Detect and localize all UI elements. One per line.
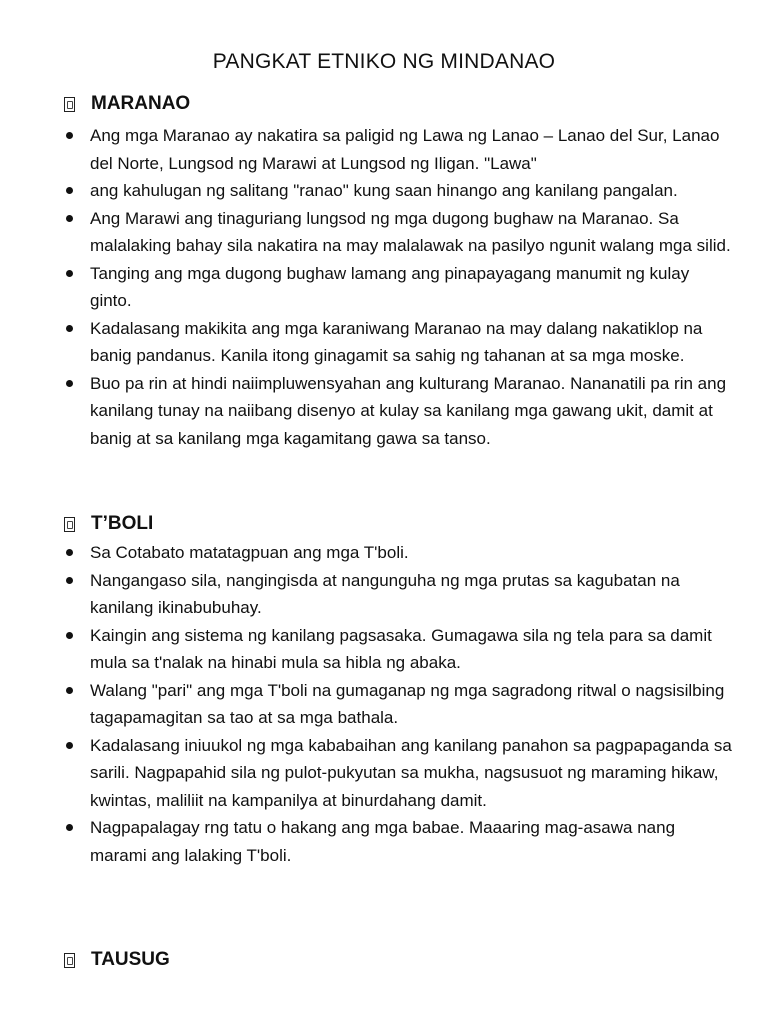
bullet-dot-icon [66,380,73,387]
bullet-dot-icon [66,215,73,222]
list-item [62,260,732,315]
list-item-text: Nagpapalagay rng tatu o hakang ang mga babae. Maaaring mag-asawa nang marami ang lalaking T'boli. [90,818,676,865]
missing-glyph-icon [64,953,75,968]
bullet-list-maranao [62,122,732,452]
bullet-dot-icon [66,132,73,139]
list-item [62,814,732,869]
missing-glyph-icon [64,97,75,112]
list-item [62,122,732,177]
bullet-dot-icon [66,687,73,694]
list-item-text: Buo pa rin at hindi naiimpluwensyahan ang kulturang Maranao. Nananatili pa rin ang kanilang tunay na naiibang disenyo at kulay sa kanilang mga gawang ukit, damit at banig at sa kanilang mga kagamitang gawa sa tanso. [90,373,727,448]
list-item-text: Kadalasang iniuukol ng mga kababaihan ang kanilang panahon sa pagpapaganda sa sarili. Nagpapahid sila ng pulot-pukyutan sa mukha, nagsusuot ng maraming hikaw, kwintas, maliliit na kampanilya at binurdahang damit. [90,735,732,810]
list-item-text: Kadalasang makikita ang mga karaniwang Maranao na may dalang nakatiklop na banig pandanus. Kanila itong ginagamit sa sahig ng tahanan at sa mga moske. [90,318,703,365]
section-heading-label: MARANAO [91,93,191,114]
bullet-dot-icon [66,742,73,749]
bullet-list-tboli [62,539,732,869]
list-item-text: Walang "pari" ang mga T'boli na gumaganap ng mga sagradong ritwal o nagsisilbing tagapamagitan sa tao at sa mga bathala. [90,680,725,727]
list-item [62,567,732,622]
list-item-text: Nangangaso sila, nangingisda at nangunguha ng mga prutas sa kagubatan na kanilang ikinabubuhay. [90,570,680,617]
list-item-text: Ang Marawi ang tinaguriang lungsod ng mga dugong bughaw na Maranao. Sa malalaking bahay sila nakatira na may malalawak na pasilyo ngunit walang mga silid. [90,208,731,255]
list-item [62,539,732,567]
section-heading-maranao [64,93,190,115]
list-item [62,622,732,677]
list-item [62,732,732,815]
list-item [62,177,732,205]
bullet-dot-icon [66,187,73,194]
list-item-text: Tanging ang mga dugong bughaw lamang ang pinapayagang manumit ng kulay ginto. [90,263,690,310]
bullet-dot-icon [66,632,73,639]
list-item [62,205,732,260]
page-title: PANGKAT ETNIKO NG MINDANAO [212,50,556,73]
section-heading-label: T’BOLI [91,513,154,534]
list-item [62,370,732,453]
bullet-dot-icon [66,577,73,584]
section-heading-tausug [64,949,170,971]
missing-glyph-icon [64,517,75,532]
list-item-text: Kaingin ang sistema ng kanilang pagsasaka. Gumagawa sila ng tela para sa damit mula sa t'nalak na hinabi mula sa hibla ng abaka. [90,625,712,672]
list-item-text: Ang mga Maranao ay nakatira sa paligid ng Lawa ng Lanao – Lanao del Sur, Lanao del Norte, Lungsod ng Marawi at Lungsod ng Iligan. "Lawa" [90,126,720,173]
section-heading-tboli [64,513,153,535]
bullet-dot-icon [66,270,73,277]
list-item-text: ang kahulugan ng salitang "ranao" kung saan hinango ang kanilang pangalan. [90,181,678,200]
bullet-dot-icon [66,824,73,831]
bullet-dot-icon [66,549,73,556]
list-item-text: Sa Cotabato matatagpuan ang mga T'boli. [90,543,409,562]
list-item [62,315,732,370]
section-heading-label: TAUSUG [91,949,170,970]
bullet-dot-icon [66,325,73,332]
list-item [62,677,732,732]
